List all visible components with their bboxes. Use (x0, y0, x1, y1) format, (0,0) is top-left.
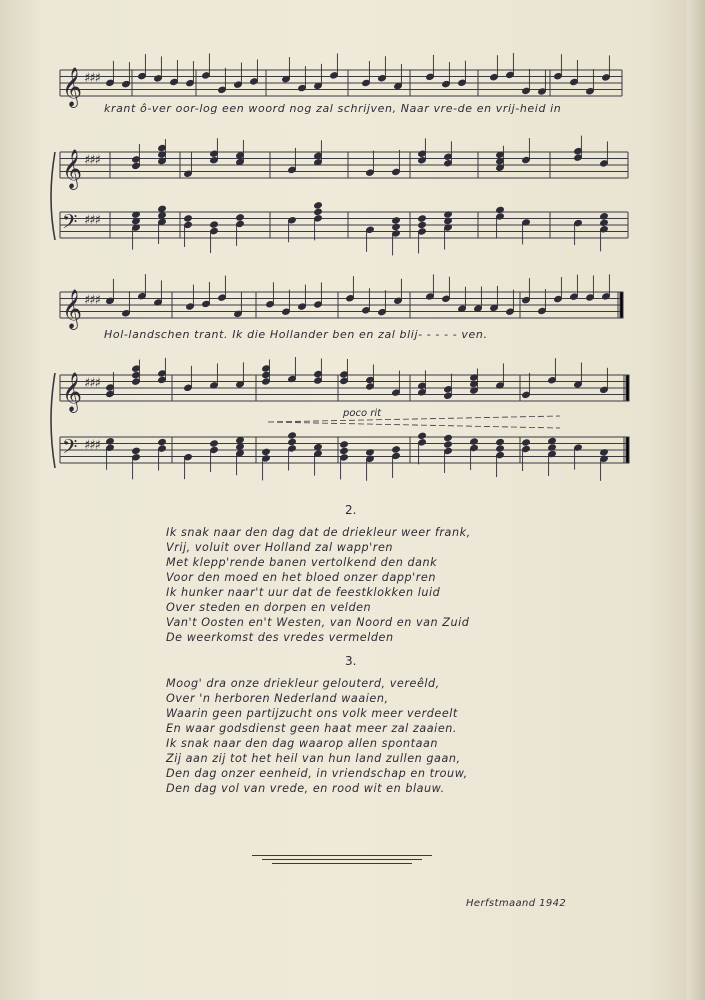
end-rule (262, 859, 422, 860)
note-head (236, 214, 245, 221)
end-rule (272, 863, 412, 864)
tempo-marking: poco rit (343, 408, 382, 419)
note-head (158, 205, 167, 212)
note-head (418, 432, 427, 439)
verse-line: Van't Oosten en't Westen, van Noord en van Zuid (166, 616, 470, 629)
note-head (392, 223, 401, 230)
note-head (158, 212, 167, 219)
note-head (236, 443, 245, 450)
verse-line: En waar godsdienst geen haat meer zal zaaien. (166, 722, 458, 735)
verse-line: Zij aan zij tot het heil van hun land zullen gaan, (166, 752, 461, 765)
system2-lyrics: Hol-landschen trant. Ik die Hollander ben en zal blij- - - - - ven. (104, 328, 488, 341)
note-head (444, 434, 453, 441)
note-head (158, 438, 167, 445)
final-barline-icon (626, 375, 629, 401)
bass-clef-icon: 𝄢 (62, 210, 78, 238)
verse-line: Over steden en dorpen en velden (166, 601, 372, 614)
verse-number: 2. (345, 503, 357, 517)
key-signature-three-sharps-icon: ♯♯♯ (84, 153, 100, 168)
key-signature-three-sharps-icon: ♯♯♯ (84, 213, 100, 228)
treble-clef-icon: 𝄞 (62, 289, 83, 329)
note-head (132, 447, 141, 454)
note-head (184, 215, 193, 222)
note-head (288, 432, 297, 439)
brace-icon (51, 152, 55, 240)
note-head (470, 438, 479, 445)
note-head (392, 217, 401, 224)
note-head (340, 441, 349, 448)
treble-clef-icon: 𝄞 (62, 67, 83, 107)
note-head (444, 441, 453, 448)
note-head (340, 447, 349, 454)
note-head (236, 437, 245, 444)
brace-icon (51, 373, 55, 468)
note-head (288, 438, 297, 445)
verse-line: Ik snak naar den dag waarop allen spontaan (166, 737, 439, 750)
date-signature: Herfstmaand 1942 (466, 898, 567, 909)
system1-lyrics: krant ô-ver oor-log een woord nog zal schrijven, Naar vre-de en vrij-heid in (104, 102, 562, 115)
verse-line: Met klepp'rende banen vertolkend den dank (166, 556, 438, 569)
note-head (418, 221, 427, 228)
note-head (522, 439, 531, 446)
verse-line: Vrij, voluit over Holland zal wapp'ren (166, 541, 394, 554)
note-head (392, 446, 401, 453)
verse-2 (166, 525, 471, 645)
note-head (496, 445, 505, 452)
note-head (496, 438, 505, 445)
treble-clef-icon: 𝄞 (62, 372, 83, 412)
rit-hairpin-icon (268, 416, 560, 428)
final-barline-icon (620, 292, 623, 318)
key-signature-three-sharps-icon: ♯♯♯ (84, 71, 100, 86)
final-barline-icon (626, 437, 629, 463)
note-head (496, 206, 505, 213)
verse-line: Den dag vol van vrede, en rood wit en blauw. (166, 782, 445, 795)
end-rule (252, 855, 432, 856)
key-signature-three-sharps-icon: ♯♯♯ (84, 376, 100, 391)
verse-line: Voor den moed en het bloed onzer dapp'ren (166, 571, 437, 584)
verse-line: De weerkomst des vredes vermelden (166, 631, 394, 644)
verse-line: Den dag onzer eenheid, in vriendschap en trouw, (166, 767, 468, 780)
verse-line: Moog' dra onze driekleur gelouterd, vereêld, (166, 677, 440, 690)
treble-clef-icon: 𝄞 (62, 149, 83, 189)
note-head (262, 448, 271, 455)
note-head (314, 202, 323, 209)
verse-line: Ik snak naar den dag dat de driekleur weer frank, (166, 526, 471, 539)
note-head (314, 208, 323, 215)
verse-line: Waarin geen partijzucht ons volk meer verdeelt (166, 707, 458, 720)
bass-clef-icon: 𝄢 (62, 435, 78, 463)
key-signature-three-sharps-icon: ♯♯♯ (84, 438, 100, 453)
verse-line: Over 'n herboren Nederland waaien, (166, 692, 389, 705)
note-head (418, 215, 427, 222)
note-head (210, 221, 219, 228)
key-signature-three-sharps-icon: ♯♯♯ (84, 293, 100, 308)
verse-line: Ik hunker naar't uur dat de feestklokken luid (166, 586, 441, 599)
verse-number: 3. (345, 654, 357, 668)
note-head (210, 440, 219, 447)
verse-3 (166, 676, 468, 796)
